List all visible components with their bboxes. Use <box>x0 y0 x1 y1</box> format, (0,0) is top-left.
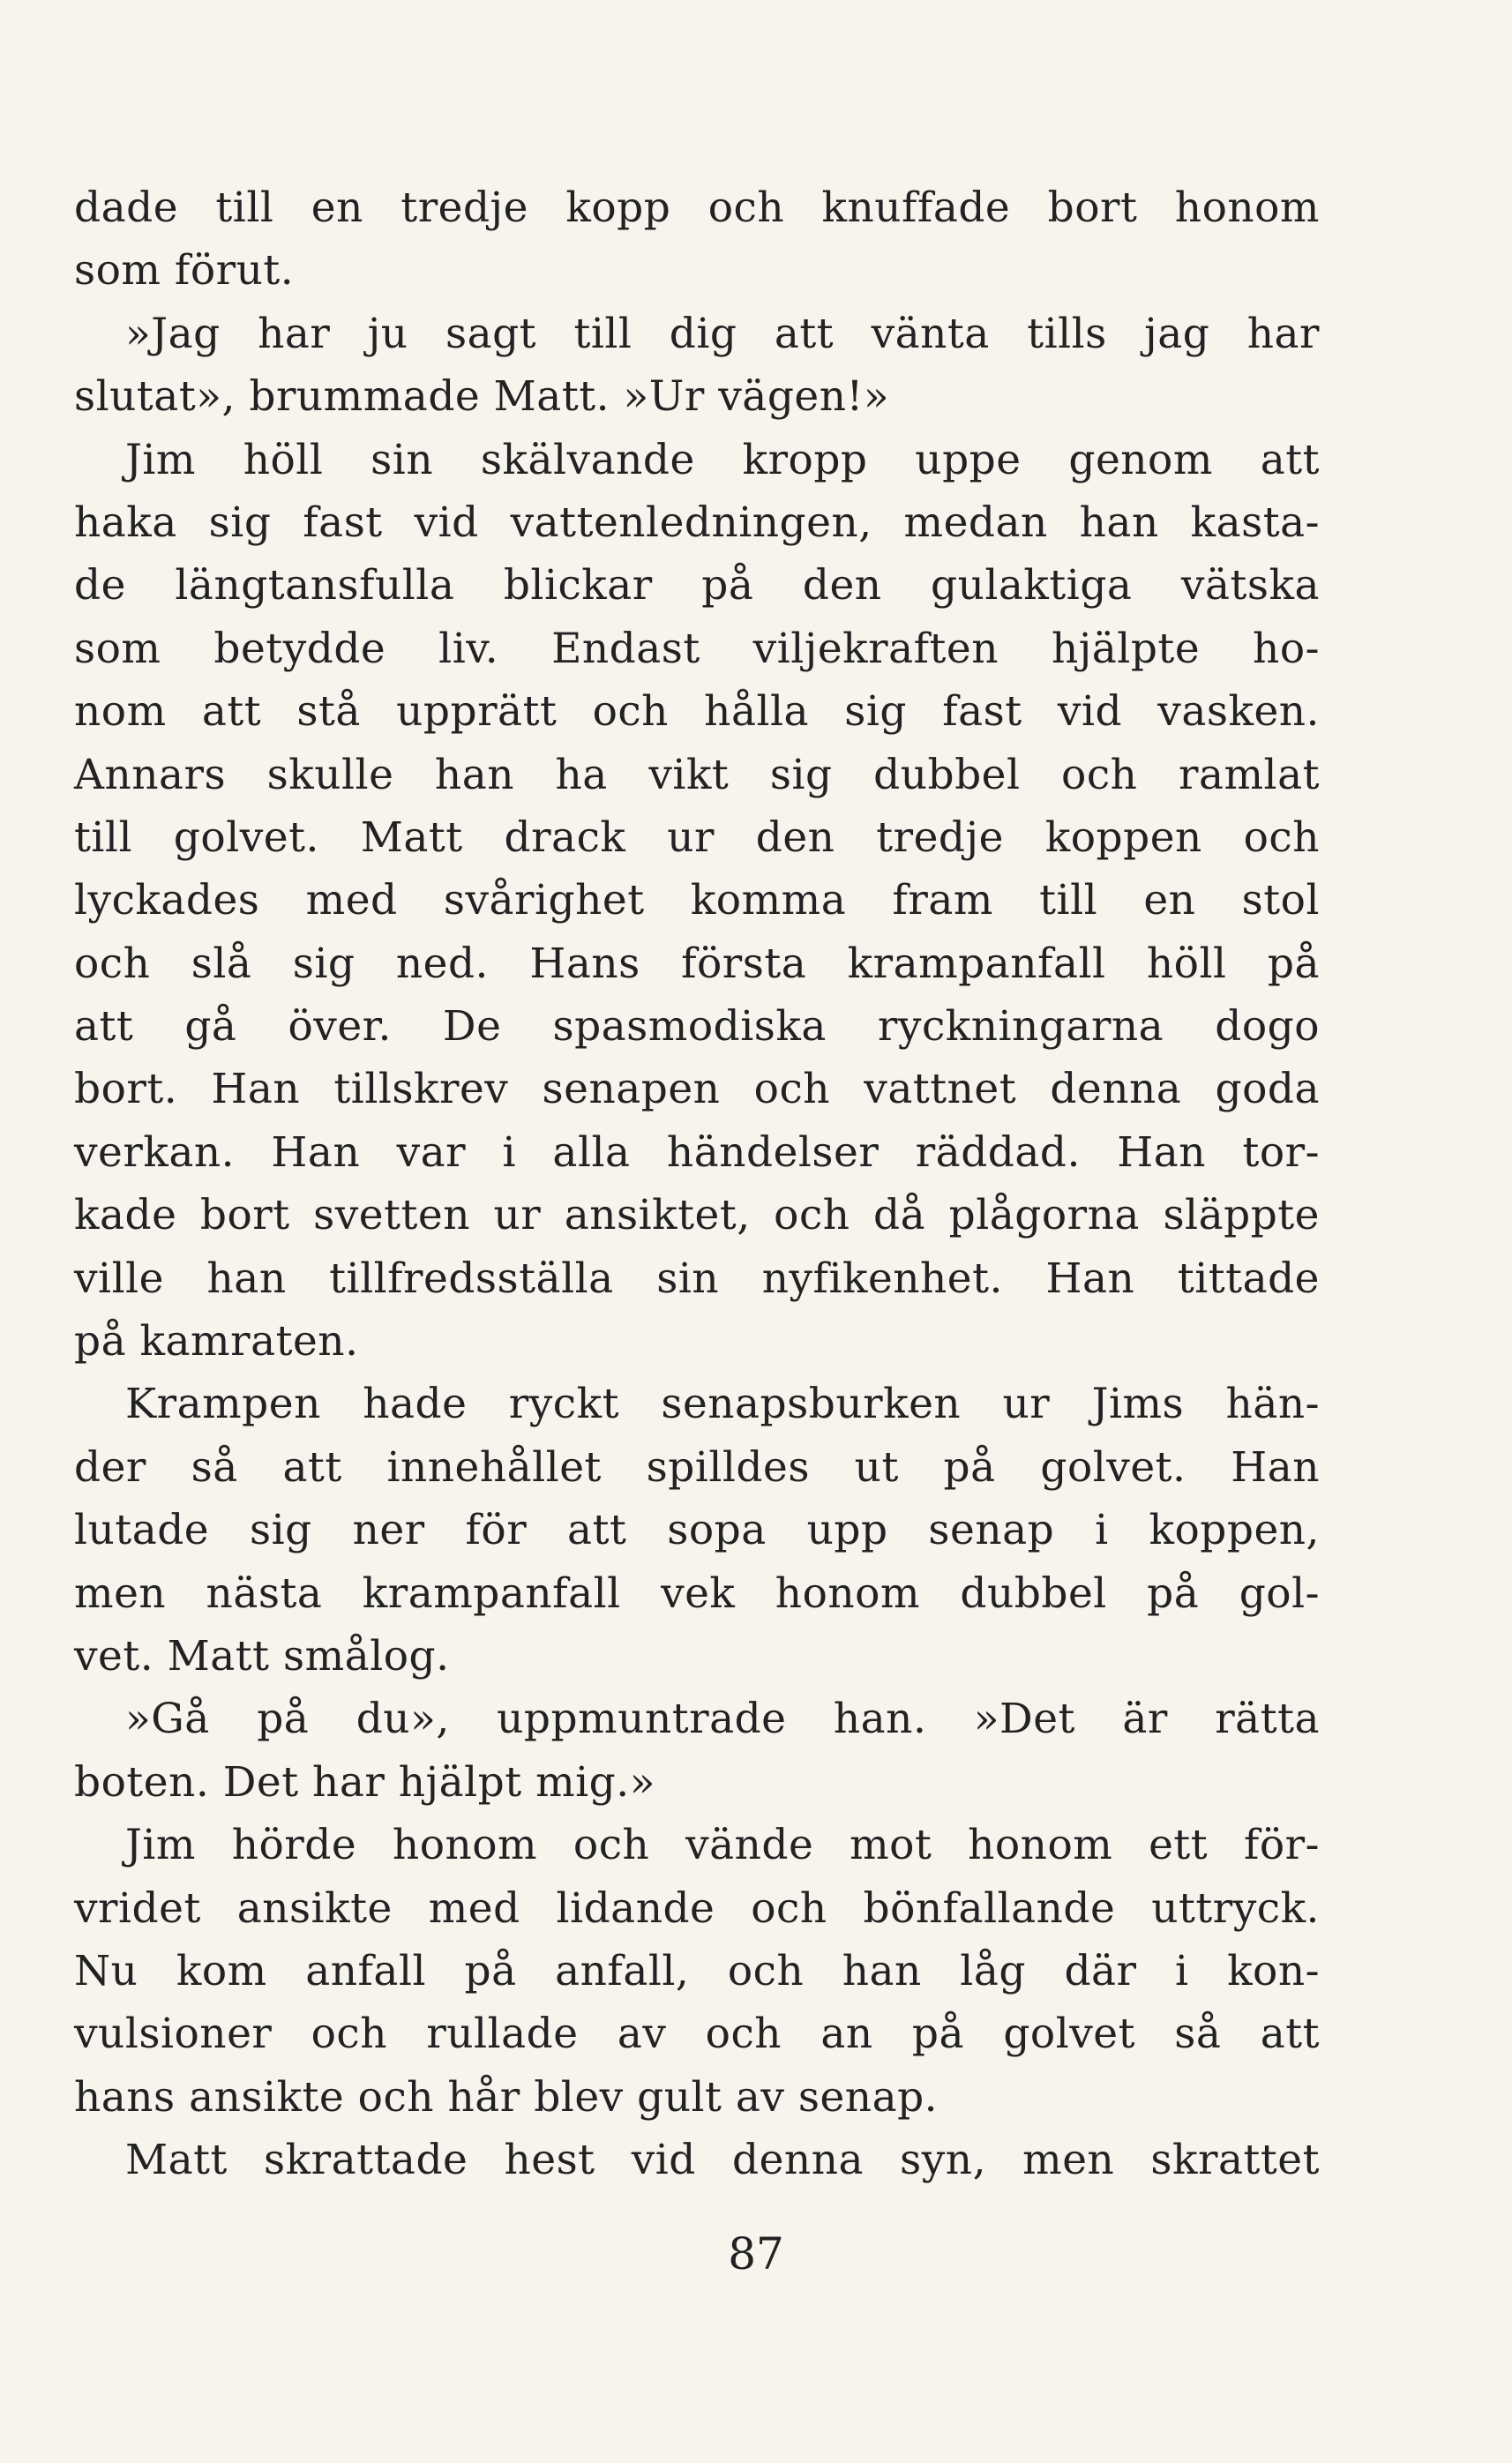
text-line: lutade sig ner för att sopa upp senap i koppen, <box>74 1506 1320 1555</box>
text-line: att gå över. De spasmodiska ryckningarna dogo <box>74 1002 1320 1052</box>
text-line: der så att innehållet spilldes ut på golvet. Han <box>74 1442 1320 1492</box>
text-line: hans ansikte och hår blev gult av senap. <box>74 2072 939 2122</box>
text-line: haka sig fast vid vattenledningen, medan han kasta- <box>74 498 1320 547</box>
text-line: som förut. <box>74 246 295 296</box>
text-line: lyckades med svårighet komma fram till en stol <box>74 876 1320 925</box>
text-line: Jim höll sin skälvande kropp uppe genom att <box>125 435 1320 484</box>
text-line: men nästa krampanfall vek honom dubbel på gol- <box>74 1568 1320 1618</box>
text-line: Nu kom anfall på anfall, och han låg där i kon- <box>74 1946 1320 1995</box>
text-line: vulsioner och rullade av och an på golvet så att <box>74 2010 1320 2059</box>
text-line: bort. Han tillskrev senapen och vattnet denna goda <box>74 1065 1320 1114</box>
text-line: vet. Matt smålog. <box>74 1631 450 1681</box>
page-number: 87 <box>728 2228 784 2280</box>
text-line: ville han tillfredsställa sin nyfikenhet. Han tittade <box>74 1254 1320 1303</box>
text-line: »Jag har ju sagt till dig att vänta tills jag har <box>125 309 1320 358</box>
text-line: kade bort svetten ur ansiktet, och då plågorna släppte <box>74 1191 1320 1240</box>
text-line: dade till en tredje kopp och knuffade bort honom <box>74 183 1320 232</box>
page-text <box>74 176 1320 2192</box>
text-line: slutat», brummade Matt. »Ur vägen!» <box>74 372 890 422</box>
text-line: till golvet. Matt drack ur den tredje koppen och <box>74 812 1320 862</box>
text-line: som betydde liv. Endast viljekraften hjälpte ho- <box>74 624 1320 673</box>
text-line: vridet ansikte med lidande och bönfallande uttryck. <box>74 1883 1320 1933</box>
text-line: verkan. Han var i alla händelser räddad. Han tor- <box>74 1127 1320 1177</box>
text-line: nom att stå upprätt och hålla sig fast vid vasken. <box>74 687 1320 737</box>
text-line: på kamraten. <box>74 1317 359 1366</box>
text-line: och slå sig ned. Hans första krampanfall höll på <box>74 939 1320 988</box>
text-line: Jim hörde honom och vände mot honom ett för- <box>125 1821 1320 1870</box>
text-line: boten. Det har hjälpt mig.» <box>74 1757 655 1807</box>
text-line: Matt skrattade hest vid denna syn, men skrattet <box>125 2136 1320 2185</box>
text-line: Krampen hade ryckt senapsburken ur Jims hän- <box>125 1380 1320 1429</box>
text-line: Annars skulle han ha vikt sig dubbel och ramlat <box>74 750 1320 799</box>
text-line: »Gå på du», uppmuntrade han. »Det är rätta <box>125 1695 1320 1744</box>
text-line: de längtansfulla blickar på den gulaktiga vätska <box>74 561 1320 610</box>
